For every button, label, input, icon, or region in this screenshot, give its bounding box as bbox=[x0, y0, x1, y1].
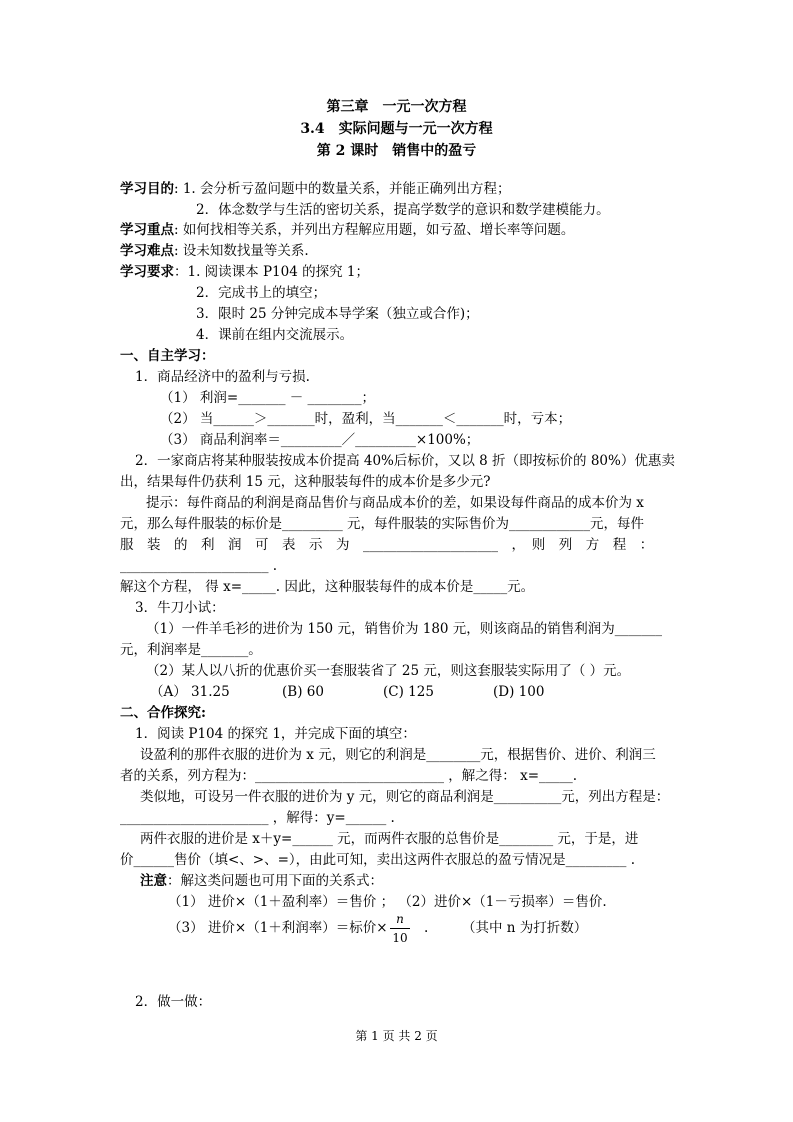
formula-3-dot: . bbox=[424, 920, 429, 936]
formula-1-2: （1） 进价×（1＋盈利率）＝售价 ； （2）进价×（1－亏损率）＝售价. bbox=[168, 894, 607, 910]
part2-heading: 二、合作探究: bbox=[120, 705, 206, 721]
requirement-text-1: ：1. 阅读课本 P104 的探究 1； bbox=[174, 264, 369, 280]
p2-q2-text: 2．做一做： bbox=[135, 994, 212, 1010]
requirement-line bbox=[120, 266, 369, 280]
q3-1-line-1: （1）一件羊毛衫的进价为 150 元，销售价为 180 元，则该商品的销售利润为_______ bbox=[146, 621, 663, 637]
part1-heading: 一、自主学习： bbox=[120, 348, 215, 364]
p2-line-1: 设盈利的那件衣服的进价为 x 元，则它的利润是________元，根据售价、进价、利润三 bbox=[140, 747, 656, 763]
choice-a: （A） 31.25 bbox=[150, 684, 230, 700]
key-line bbox=[120, 224, 574, 238]
q2-line-1: 2．一家商店将某种服装按成本价提高 40%后标价，又以 8 折（即按标价的 80%）优惠卖 bbox=[135, 453, 675, 469]
fraction-numerator: n bbox=[390, 912, 410, 929]
p2-line-3: 类似地，可设另一件衣服的进价为 y 元，则它的商品利润是__________元，列出方程是： bbox=[140, 789, 670, 805]
p2-q1-text: 1．阅读 P104 的探究 1，并完成下面的填空： bbox=[135, 726, 416, 742]
requirement-text-4: 4．课前在组内交流展示。 bbox=[196, 327, 354, 343]
key-text: : 如何找相等关系，并列出方程解应用题，如亏盈、增长率等问题。 bbox=[174, 222, 575, 238]
hint-line-5: 解这个方程， 得 x=_____. 因此，这种服装每件的成本价是_____元。 bbox=[120, 579, 535, 595]
formula-3-note: （其中 n 为打折数） bbox=[462, 920, 588, 936]
note-label: 注意 bbox=[140, 873, 167, 889]
difficulty-line bbox=[120, 245, 309, 259]
requirement-label: 学习要求 bbox=[120, 264, 174, 280]
requirement-text-2: 2．完成书上的填空； bbox=[196, 285, 327, 301]
q2-line-2: 出，结果每件仍获利 15 元，这种服装每件的成本价是多少元? bbox=[120, 474, 491, 490]
q3-text: 3．牛刀小试： bbox=[135, 600, 225, 616]
hint-line-1: 提示：每件商品的利润是商品售价与商品成本价的差，如果设每件商品的成本价为 x bbox=[146, 495, 644, 511]
goal-label: 学习目的 bbox=[120, 181, 174, 197]
note-line bbox=[140, 875, 383, 889]
q1-item-a: （1） 利润=_______ － ________； bbox=[160, 390, 376, 406]
key-label: 学习重点 bbox=[120, 222, 174, 238]
p2-line-5: 两件衣服的进价是 x＋y=______ 元，而两件衣服的总售价是________ 元，于是，进 bbox=[140, 831, 639, 847]
q1-item-b: （2） 当______＞_______时，盈利，当_______＜_______时，亏本； bbox=[160, 411, 572, 427]
fraction-denominator: 10 bbox=[392, 931, 408, 945]
choice-c: (C) 125 bbox=[383, 684, 434, 700]
fraction-n-over-10 bbox=[390, 912, 410, 945]
page-number: 第 1 页 共 2 页 bbox=[355, 1029, 438, 1043]
hint-line-2: 元，那么每件服装的标价是_________ 元，每件服装的实际售价为____________元，每件 bbox=[120, 516, 645, 532]
p2-line-4: ______________________ ，解得：y=______ . bbox=[120, 810, 395, 826]
difficulty-label: 学习难点 bbox=[120, 243, 174, 259]
choice-d: (D) 100 bbox=[493, 684, 545, 700]
q3-2-text: （2）某人以八折的优惠价买一套服装省了 25 元，则这套服装实际用了（ ）元。 bbox=[146, 663, 631, 679]
section-title: 3.4 实际问题与一元一次方程 bbox=[300, 121, 493, 137]
q3-1-line-2: 元，利润率是_______。 bbox=[120, 642, 262, 658]
choice-b: (B) 60 bbox=[282, 684, 324, 700]
p2-line-6: 价______售价（填<、>、=），由此可知，卖出这两件衣服总的盈亏情况是_________ . bbox=[120, 852, 636, 868]
goal-line-1 bbox=[120, 183, 511, 197]
q1-item-c: （3） 商品利润率＝_________／_________×100%； bbox=[160, 432, 480, 448]
chapter-title: 第三章 一元一次方程 bbox=[326, 99, 467, 115]
p2-line-2: 者的关系，列方程为：____________________________ ，解之得： x=_____. bbox=[120, 768, 578, 784]
formula-3: （3） 进价×（1＋利润率）＝标价× bbox=[168, 920, 388, 936]
difficulty-text: : 设未知数找量等关系. bbox=[174, 243, 309, 259]
hint-line-3: 服 装 的 利 润 可 表 示 为 ____________________ ， 则 列 方 程 ： bbox=[120, 537, 654, 553]
hint-line-4: ______________________ . bbox=[120, 558, 278, 574]
lesson-title: 第 2 课时 销售中的盈亏 bbox=[316, 143, 477, 159]
note-text: ：解这类问题也可用下面的关系式： bbox=[167, 873, 383, 889]
goal-line-2: 2．体念数学与生活的密切关系，提高学数学的意识和数学建模能力。 bbox=[196, 202, 610, 218]
requirement-text-3: 3．限时 25 分钟完成本导学案（独立或合作)； bbox=[196, 306, 479, 322]
q1-text: 1．商品经济中的盈利与亏损. bbox=[135, 369, 310, 385]
goal-text-1: : 1. 会分析亏盈问题中的数量关系，并能正确列出方程； bbox=[174, 181, 511, 197]
